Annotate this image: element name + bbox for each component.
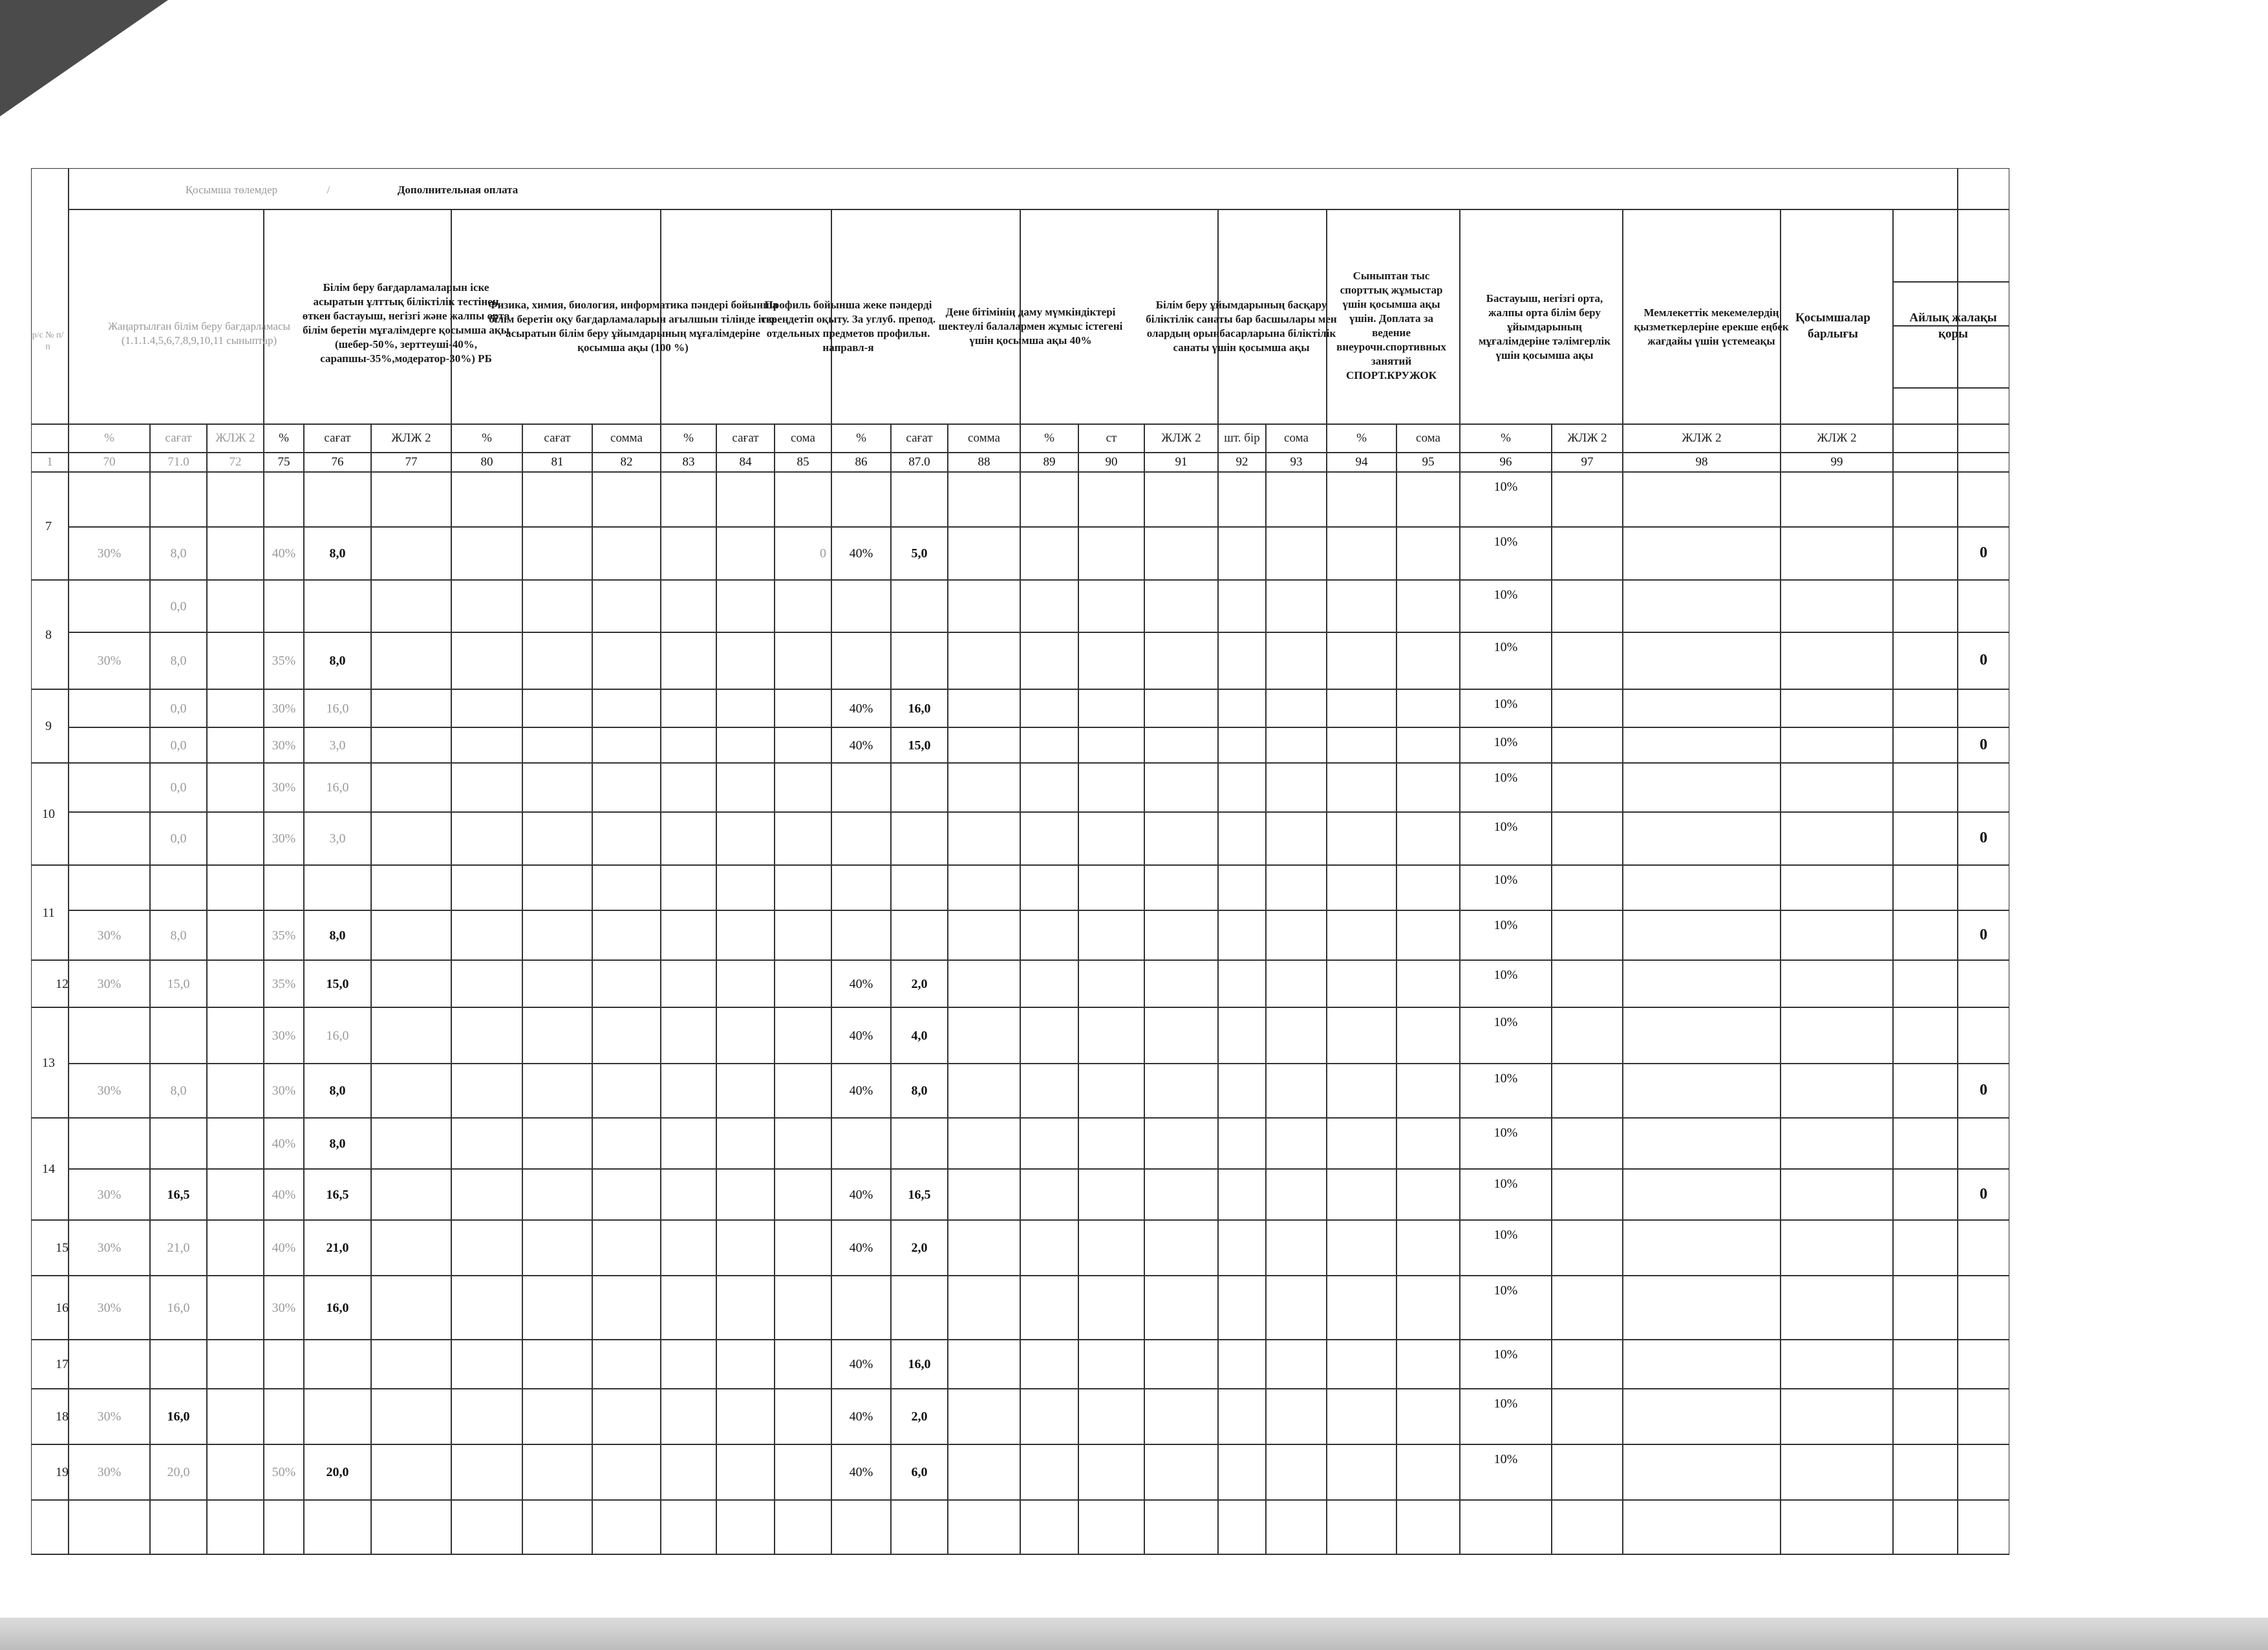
data-cell: 8,0 <box>329 546 346 561</box>
subheader-cell: % <box>482 431 492 445</box>
data-cell: 8,0 <box>329 654 346 668</box>
column-number-cell <box>1893 453 1958 472</box>
data-cell: 30% <box>272 1028 296 1043</box>
data-cell: 16,0 <box>326 780 349 795</box>
subheader-cell: % <box>1044 431 1054 445</box>
column-number-cell: 1 <box>47 455 53 469</box>
header-inclusive-program: Жаңартылған білім беру бағдарламасы (1.1.1.4,5,6,7,8,9,10,11 сыныптар) <box>108 319 290 347</box>
row-group-label: 18 <box>56 1409 69 1424</box>
column-number-cell: 91 <box>1175 455 1188 469</box>
data-cell: 10% <box>1493 588 1518 602</box>
data-cell: 40% <box>849 1084 873 1098</box>
data-cell: 0,0 <box>170 701 187 716</box>
data-cell: 3,0 <box>329 738 346 753</box>
column-number-cell: 88 <box>978 455 990 469</box>
subheader-cell: % <box>104 431 114 445</box>
header-mentorship: Бастауыш, негізгі орта, жалпы орта білім беру ұйымдарының мұғалімдеріне тәлімгерлік үшін қосымша ақы <box>1478 292 1611 362</box>
title-left-label: Қосымша төлемдер <box>185 183 278 196</box>
subheader-cell: сағат <box>906 431 933 445</box>
row-group-label: 12 <box>56 976 69 991</box>
row-total-value: 0 <box>1980 544 1987 562</box>
subheader-cell: ЖЛЖ 2 <box>1567 431 1607 445</box>
data-cell: 15,0 <box>167 976 190 991</box>
row-total-value: 0 <box>1980 926 1987 943</box>
data-cell: 8,0 <box>170 654 187 668</box>
subheader-cell: % <box>1356 431 1367 445</box>
column-number-cell: 85 <box>797 455 809 469</box>
data-cell: 50% <box>272 1465 296 1479</box>
subheader-cell: % <box>1501 431 1511 445</box>
subheader-cell: ст <box>1106 431 1117 445</box>
subheader-cell: сомма <box>968 431 1000 445</box>
column-number-cell: 82 <box>620 455 633 469</box>
data-cell: 16,0 <box>167 1409 190 1424</box>
data-cell: 4,0 <box>911 1028 928 1043</box>
data-cell: 30% <box>97 928 122 943</box>
data-cell: 30% <box>272 780 296 795</box>
data-cell: 16,5 <box>167 1187 190 1202</box>
data-cell: 10% <box>1493 735 1518 749</box>
data-cell: 10% <box>1493 1228 1518 1242</box>
data-cell: 10% <box>1493 1015 1518 1029</box>
scan-corner-shadow <box>0 0 168 116</box>
header-special-needs: Дене бітімінің даму мүмкіндіктері шектеулі балалармен жұмыс істегені үшін қосымша ақы 40% <box>938 305 1123 347</box>
header-sport-club: Сыныптан тыс спорттық жұмыстар үшін қосымша ақы үшін. Доплата за ведение внеурочн.спортивных занятий СПОРТ.КРУЖОК <box>1336 269 1446 382</box>
subheader-cell: сағат <box>165 431 192 445</box>
data-cell: 30% <box>97 654 122 668</box>
data-cell: 0,0 <box>170 599 187 614</box>
data-cell: 10% <box>1493 535 1518 549</box>
data-cell: 30% <box>97 1084 122 1098</box>
column-number-cell: 77 <box>405 455 418 469</box>
row-group-label: 7 <box>45 519 52 533</box>
data-cell: 10% <box>1493 1283 1518 1298</box>
subheader-cell: % <box>279 431 289 445</box>
data-cell: 10% <box>1493 480 1518 494</box>
data-cell: 10% <box>1493 918 1518 932</box>
column-number-cell: 76 <box>331 455 344 469</box>
column-number-cell: 90 <box>1105 455 1118 469</box>
data-cell: 8,0 <box>329 1136 346 1151</box>
data-cell: 10% <box>1493 1397 1518 1411</box>
subheader-cell: шт. бір <box>1224 431 1260 445</box>
data-cell: 20,0 <box>326 1465 349 1479</box>
subheader-cell: % <box>856 431 866 445</box>
data-cell: 35% <box>272 928 296 943</box>
data-cell: 10% <box>1493 771 1518 785</box>
data-cell: 40% <box>849 1241 873 1255</box>
row-group-label: 10 <box>42 807 55 821</box>
data-cell: 40% <box>849 1409 873 1424</box>
data-cell: 2,0 <box>911 1409 928 1424</box>
row-group-label: 9 <box>45 719 52 733</box>
column-number-cell: 94 <box>1355 455 1368 469</box>
data-cell: 10% <box>1493 640 1518 654</box>
data-cell: 16,0 <box>326 1028 349 1043</box>
subheader-cell <box>1893 424 1958 453</box>
data-cell: 0,0 <box>170 831 187 846</box>
data-cell: 30% <box>97 1300 122 1315</box>
header-qualification-bonus: Білім беру бағдарламаларын іске асыратын ұлттық біліктілік тестінен өткен бастауыш, негізгі және жалпы орта білім беретін мұғалімдерге қосымша ақы (шебер-50%, зерттеуші-40%, сарапшы-35%,модератор-30%) РБ <box>302 281 510 365</box>
subheader-cell: ЖЛЖ 2 <box>1161 431 1201 445</box>
column-number-cell: 92 <box>1236 455 1248 469</box>
header-monthly-fund: Айлық жалақы қоры <box>1909 311 1997 341</box>
data-cell: 21,0 <box>326 1241 349 1255</box>
data-cell: 10% <box>1493 1347 1518 1362</box>
data-cell: 6,0 <box>911 1465 928 1479</box>
data-cell: 40% <box>272 1187 296 1202</box>
subheader-cell: сома <box>1416 431 1440 445</box>
data-cell: 16,0 <box>908 1357 931 1371</box>
data-cell: 30% <box>97 546 122 561</box>
title-right-label: Дополнительная оплата <box>397 183 519 196</box>
data-cell: 30% <box>272 1084 296 1098</box>
row-total-value: 0 <box>1980 736 1987 753</box>
subheader-cell: сомма <box>610 431 643 445</box>
data-cell: 30% <box>272 1300 296 1315</box>
data-cell: 40% <box>849 1465 873 1479</box>
data-cell: 10% <box>1493 1452 1518 1466</box>
header-total-bonuses: Қосымшалар барлығы <box>1795 311 1870 341</box>
row-group-label: 8 <box>45 627 52 642</box>
data-cell: 5,0 <box>911 546 928 561</box>
data-cell: 0,0 <box>170 738 187 753</box>
data-cell: 40% <box>272 1136 296 1151</box>
column-number-cell: 96 <box>1499 455 1512 469</box>
column-number-cell: 98 <box>1695 455 1708 469</box>
subheader-cell: ЖЛЖ 2 <box>215 431 255 445</box>
column-number-cell: 87.0 <box>908 455 930 469</box>
data-cell: 10% <box>1493 968 1518 982</box>
data-cell: 3,0 <box>329 831 346 846</box>
data-cell: 8,0 <box>329 1084 346 1098</box>
row-group-label: 11 <box>42 905 55 920</box>
column-number-cell: 71.0 <box>167 455 189 469</box>
data-cell: 40% <box>849 1028 873 1043</box>
row-total-value: 0 <box>1980 1082 1987 1099</box>
row-group-label: 15 <box>56 1241 69 1255</box>
data-cell: 30% <box>97 976 122 991</box>
column-number-cell: 93 <box>1290 455 1303 469</box>
column-number-cell: 80 <box>480 455 493 469</box>
data-cell: 8,0 <box>911 1084 928 1098</box>
data-cell: 40% <box>272 546 296 561</box>
subheader-cell: сағат <box>732 431 759 445</box>
data-cell: 16,0 <box>326 1300 349 1315</box>
data-cell: 30% <box>97 1241 122 1255</box>
data-cell: 16,0 <box>326 701 349 716</box>
subheader-cell: ЖЛЖ 2 <box>1817 431 1857 445</box>
row-total-value: 0 <box>1980 1185 1987 1203</box>
data-cell: 30% <box>272 701 296 716</box>
row-total-value: 0 <box>1980 652 1987 669</box>
data-cell: 40% <box>849 738 873 753</box>
data-cell: 16,5 <box>908 1187 931 1202</box>
column-number-cell: 99 <box>1830 455 1843 469</box>
subheader-cell: % <box>683 431 694 445</box>
data-cell: 10% <box>1493 1126 1518 1140</box>
data-cell: 15,0 <box>326 976 349 991</box>
header-physics-english: Физика, химия, биология, информатика пәндері бойынша білім беретін оқу бағдарламаларын ағылшын тілінде іске асыратын білім беру ұйымдарының мұғалімдеріне қосымша ақы (100 %) <box>488 298 778 354</box>
column-number-cell: 75 <box>277 455 290 469</box>
data-cell: 40% <box>849 1187 873 1202</box>
row-group-label: 19 <box>56 1465 69 1479</box>
data-cell: 40% <box>849 546 873 561</box>
column-number-cell: 81 <box>551 455 564 469</box>
data-cell: 21,0 <box>167 1241 190 1255</box>
data-cell: 8,0 <box>170 1084 187 1098</box>
data-cell: 15,0 <box>908 738 931 753</box>
data-cell: 40% <box>849 1357 873 1371</box>
data-cell: 16,0 <box>167 1300 190 1315</box>
data-cell: 10% <box>1493 697 1518 711</box>
data-cell: 35% <box>272 654 296 668</box>
column-number-cell: 89 <box>1043 455 1056 469</box>
column-number-cell: 86 <box>855 455 868 469</box>
data-cell: 40% <box>272 1241 296 1255</box>
data-cell: 16,5 <box>326 1187 349 1202</box>
data-cell: 30% <box>272 738 296 753</box>
row-total-value: 0 <box>1980 830 1987 847</box>
column-number-cell: 83 <box>682 455 695 469</box>
data-cell: 2,0 <box>911 976 928 991</box>
subheader-cell: сағат <box>324 431 351 445</box>
subheader-cell: сома <box>791 431 815 445</box>
data-cell: 2,0 <box>911 1241 928 1255</box>
data-cell: 35% <box>272 976 296 991</box>
subheader-cell: сағат <box>544 431 571 445</box>
header-management-category: Білім беру ұйымдарының басқару біліктілік санаты бар басшылары мен олардың орынбасарларына біліктілік санаты үшін қосымша ақы <box>1146 298 1337 354</box>
title-separator: / <box>326 183 330 196</box>
data-cell: 0,0 <box>170 780 187 795</box>
subheader-cell: сома <box>1284 431 1309 445</box>
data-cell: 30% <box>97 1409 122 1424</box>
data-cell: 10% <box>1493 1177 1518 1191</box>
header-state-allowance: Мемлекеттік мекемелердің қызметкерлеріне ерекше еңбек жағдайы үшін үстемеақы <box>1634 306 1789 348</box>
header-profile-subjects: Профиль бойынша жеке пәндерді тереңдетіп оқыту. За углуб. препод. отдельных предметов профильн. направл-я <box>760 298 936 354</box>
data-cell: 10% <box>1493 820 1518 834</box>
data-cell: 16,0 <box>908 701 931 716</box>
column-number-cell: 72 <box>229 455 242 469</box>
subheader-cell: ЖЛЖ 2 <box>391 431 431 445</box>
column-number-cell: 70 <box>103 455 116 469</box>
row-group-label: 13 <box>42 1055 55 1070</box>
column-number-cell: 97 <box>1581 455 1594 469</box>
column-number-cell: 95 <box>1422 455 1435 469</box>
subheader-cell: ЖЛЖ 2 <box>1682 431 1722 445</box>
data-cell: 30% <box>97 1187 122 1202</box>
row-group-label: 14 <box>42 1162 55 1176</box>
scan-bottom-edge <box>0 1618 2268 1650</box>
data-cell: 40% <box>849 976 873 991</box>
header-row-number: р/с № п/п <box>32 330 64 352</box>
column-number-cell: 84 <box>739 455 752 469</box>
row-group-label: 16 <box>56 1300 69 1315</box>
data-cell: 8,0 <box>170 928 187 943</box>
data-cell: 0 <box>820 546 826 561</box>
data-cell: 8,0 <box>329 928 346 943</box>
data-cell: 10% <box>1493 873 1518 887</box>
data-cell: 8,0 <box>170 546 187 561</box>
row-group-label: 17 <box>56 1357 69 1371</box>
data-cell: 40% <box>849 701 873 716</box>
data-cell: 30% <box>97 1465 122 1479</box>
data-cell: 10% <box>1493 1071 1518 1086</box>
data-cell: 30% <box>272 831 296 846</box>
payroll-sheet <box>31 168 2009 1601</box>
data-cell: 20,0 <box>167 1465 190 1479</box>
